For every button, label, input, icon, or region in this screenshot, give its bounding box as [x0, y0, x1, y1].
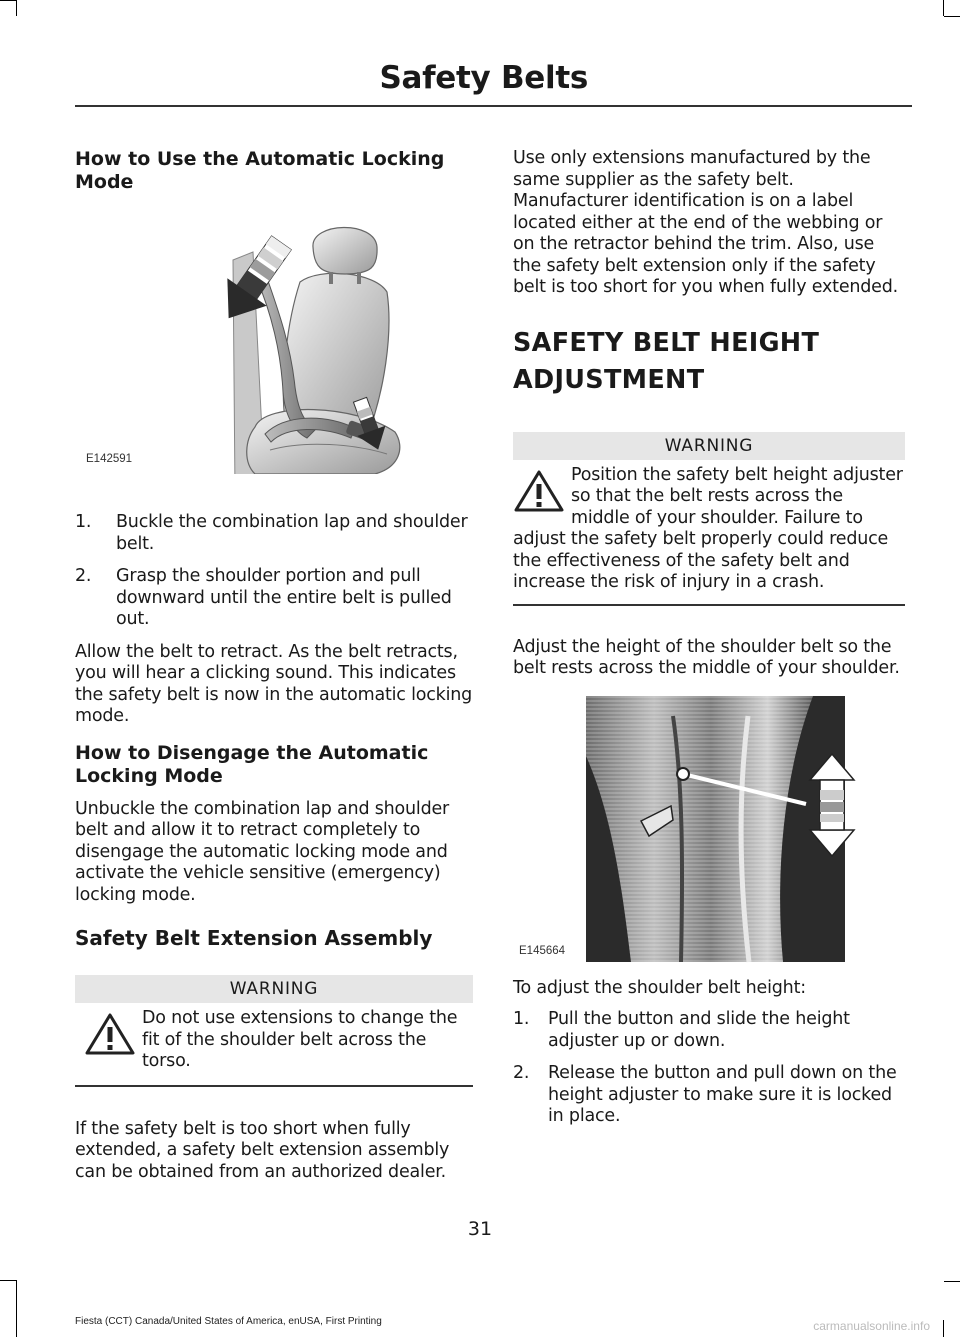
page-number: 31 [467, 1218, 493, 1240]
height-adjuster-figure [513, 696, 905, 964]
figure-code: E142591 [86, 453, 133, 465]
page-title: Safety Belts [379, 60, 588, 96]
steps-adjust-list [513, 1009, 905, 1128]
step-number: 1. [513, 1009, 530, 1029]
paragraph-retract: Allow the belt to retract. As the belt retracts, you will hear a clicking sound. This indicates the safety belt is now in the automatic locking mode. [75, 641, 473, 726]
crop-mark [944, 16, 960, 17]
step-text: Grasp the shoulder portion and pull downward until the entire belt is pulled out. [116, 566, 452, 629]
crop-mark [0, 1280, 16, 1281]
warning-label: WARNING [513, 432, 905, 460]
warning-triangle-icon [513, 469, 565, 513]
right-column [513, 148, 905, 1128]
footer-text: Fiesta (CCT) Canada/United States of America, enUSA, First Printing [75, 1316, 382, 1327]
list-item [513, 1063, 905, 1128]
crop-mark [943, 1320, 944, 1337]
section-title [513, 327, 905, 396]
warning-label: WARNING [75, 975, 473, 1003]
warning-box [75, 975, 473, 1087]
figure-code: E145664 [519, 944, 566, 957]
warning-triangle-icon [84, 1012, 136, 1056]
paragraph-adjust: Adjust the height of the shoulder belt so the belt rests across the middle of your shoulder. [513, 636, 900, 678]
paragraph-extension: If the safety belt is too short when fully extended, a safety belt extension assembly can be obtained from an authorized dealer. [75, 1118, 450, 1182]
watermark: carmanualsonline.info [813, 1319, 930, 1333]
step-number: 1. [75, 512, 92, 532]
list-item [75, 566, 473, 631]
step-number: 2. [513, 1063, 530, 1083]
paragraph-disengage: Unbuckle the combination lap and shoulder belt and allow it to retract completely to disengage the automatic locking mode and activate the vehicle sensitive (emergency) locking mode. [75, 798, 450, 905]
seat-belt-illustration [75, 192, 473, 474]
crop-mark [16, 1280, 17, 1337]
height-adjuster-illustration [513, 696, 905, 964]
heading-disengage: How to Disengage the Automatic Locking Mode [75, 741, 429, 787]
step-text: Release the button and pull down on the height adjuster to make sure it is locked in place. [548, 1063, 897, 1126]
heading-use-automatic-locking: How to Use the Automatic Locking Mode [75, 148, 445, 193]
crop-mark [0, 0, 16, 1]
warning-rule [513, 604, 905, 606]
header-divider [75, 105, 912, 107]
warning-box [513, 432, 905, 606]
warning-rule [75, 1085, 473, 1087]
step-text: Pull the button and slide the height adjuster up or down. [548, 1009, 850, 1051]
steps-use-list [75, 512, 473, 631]
crop-mark [944, 1281, 960, 1282]
step-number: 2. [75, 566, 92, 586]
paragraph-to-adjust: To adjust the shoulder belt height: [513, 977, 806, 998]
warning-body [75, 1008, 473, 1073]
step-text: Buckle the combination lap and shoulder belt. [116, 512, 468, 554]
list-item [75, 512, 473, 555]
section-title-line1: SAFETY BELT HEIGHT [513, 327, 820, 358]
left-column [75, 148, 473, 1183]
heading-extension-assembly: Safety Belt Extension Assembly [75, 926, 433, 950]
section-title-line2: ADJUSTMENT [513, 364, 705, 395]
paragraph-supplier: Use only extensions manufactured by the same supplier as the safety belt. Manufacturer identification is on a label located either at the end of the webbing or on the retractor behind the trim. Also, use the safety belt extension only if the safety belt is too short for you when fully extended. [513, 148, 899, 297]
seat-belt-figure [75, 192, 473, 474]
warning-body [513, 465, 905, 594]
crop-mark [16, 0, 17, 16]
warning-text: Position the safety belt height adjuster so that the belt rests across the middle of your shoulder. Failure to adjust the safety belt properly could reduce the effectiveness of the safety belt and increase the risk of injury in a crash. [513, 464, 903, 592]
list-item [513, 1009, 905, 1052]
warning-text: Do not use extensions to change the fit of the shoulder belt across the torso. [142, 1008, 458, 1071]
crop-mark [943, 0, 944, 16]
